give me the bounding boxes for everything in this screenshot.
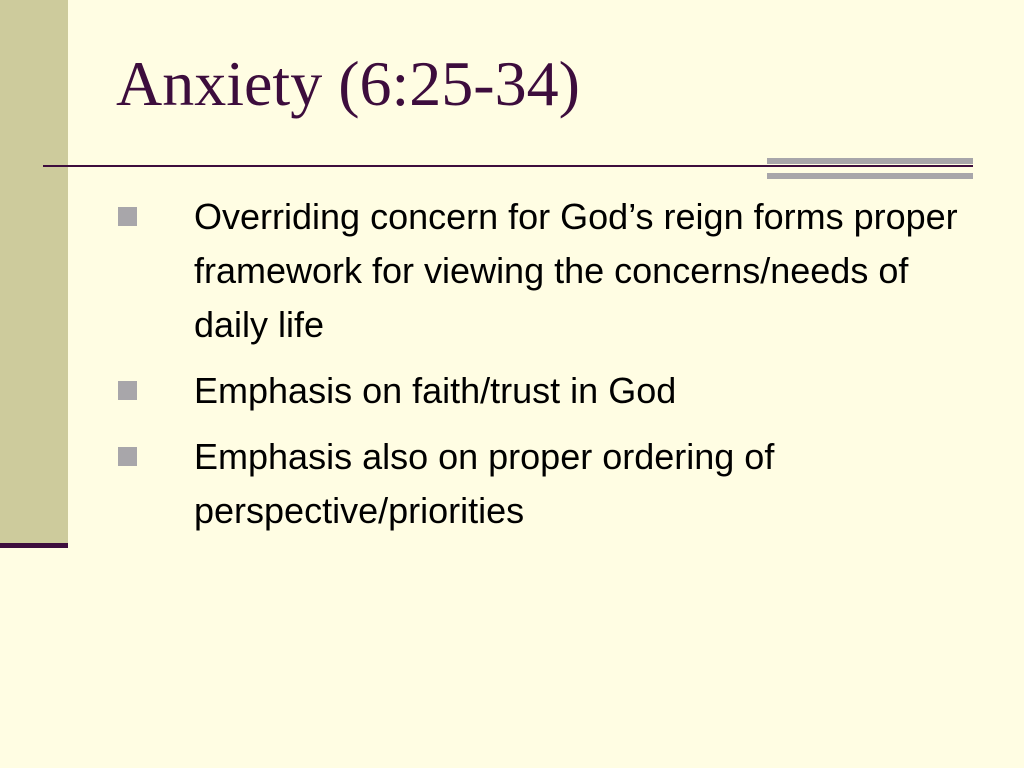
bullet-item (118, 364, 978, 418)
bullet-text: Overriding concern for God’s reign forms proper framework for viewing the concerns/needs of daily life (194, 196, 958, 345)
title-divider-line (43, 165, 973, 167)
square-bullet-icon (118, 447, 137, 466)
accent-bar-bottom (767, 173, 973, 179)
slide-title: Anxiety (6:25-34) (116, 48, 580, 119)
left-band-underline (0, 543, 68, 548)
bullet-item (118, 430, 978, 538)
bullet-list (118, 190, 978, 550)
left-sidebar-band (0, 0, 68, 543)
square-bullet-icon (118, 381, 137, 400)
accent-bar-top (767, 158, 973, 164)
bullet-text: Emphasis also on proper ordering of perspective/priorities (194, 436, 775, 531)
bullet-text: Emphasis on faith/trust in God (194, 370, 677, 411)
square-bullet-icon (118, 207, 137, 226)
bullet-item (118, 190, 978, 352)
